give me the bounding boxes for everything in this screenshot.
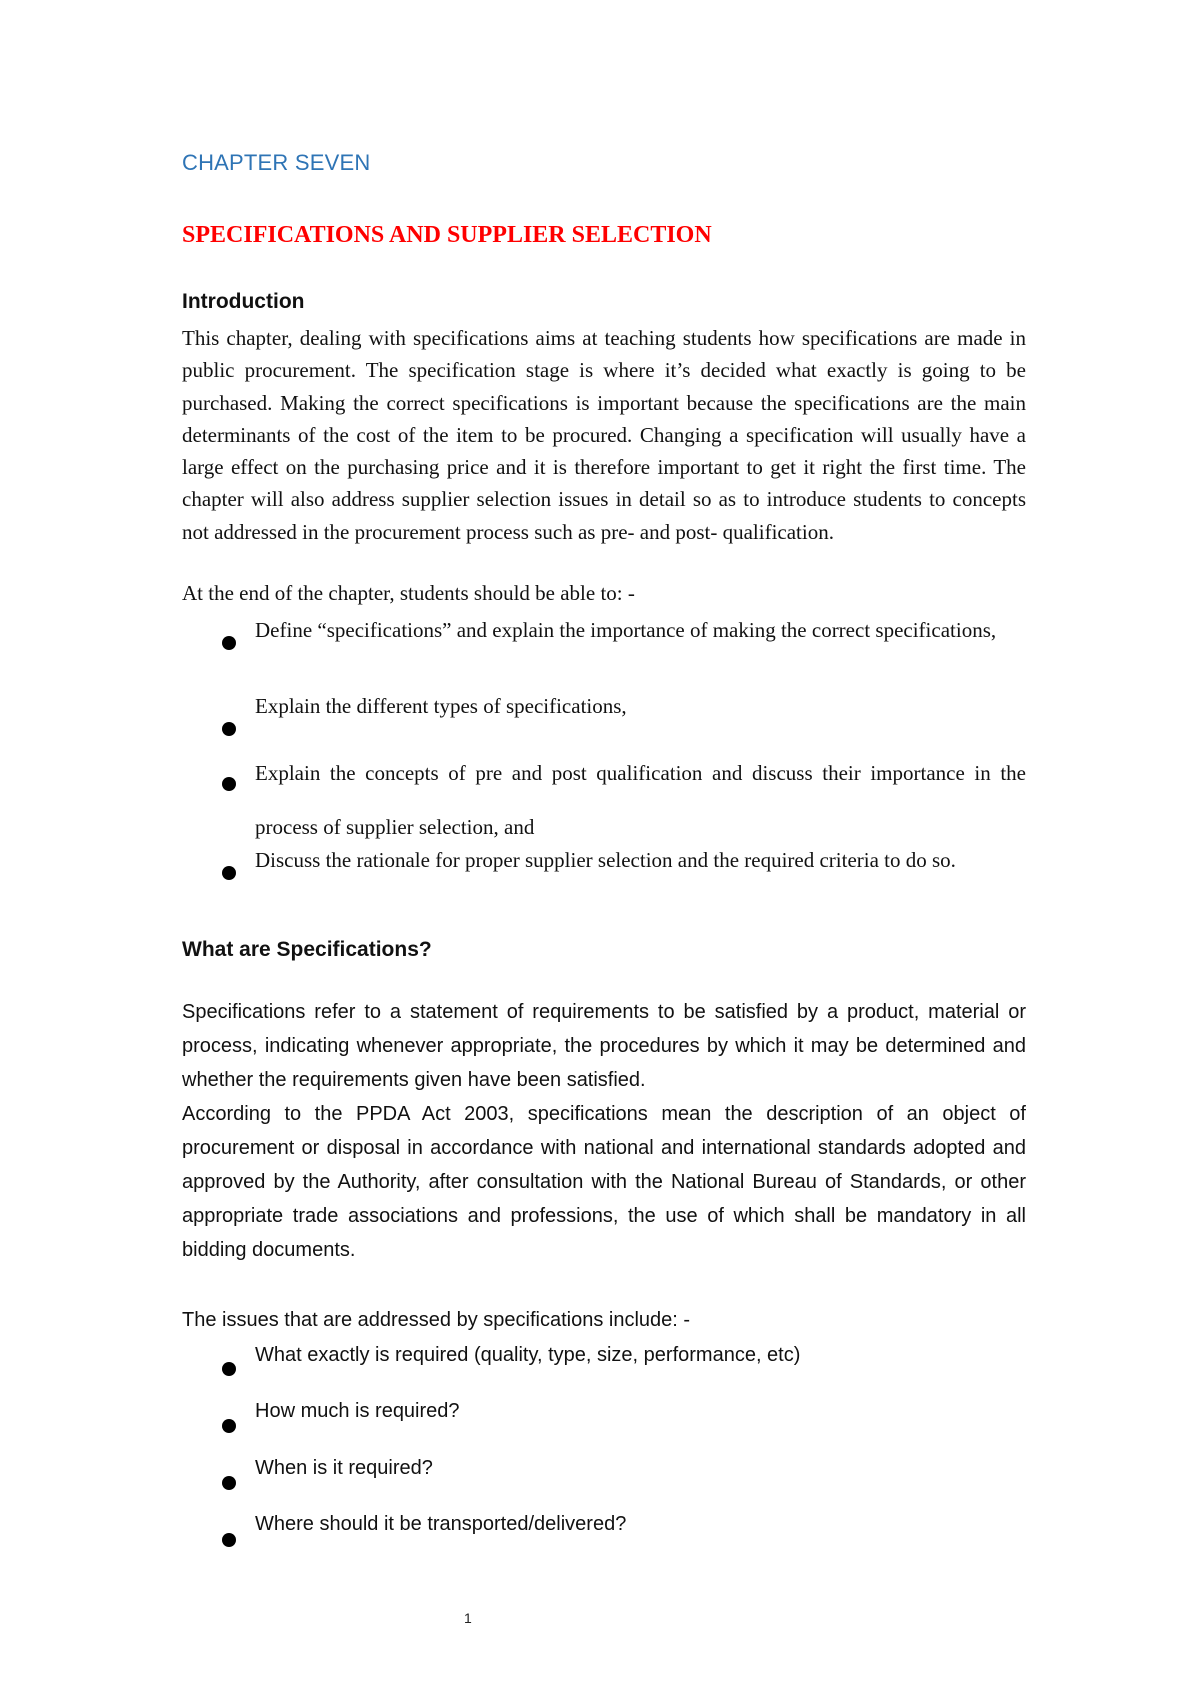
objective-item: Define “specifications” and explain the importance of making the correct specifications, [255, 618, 997, 642]
bullet-icon [222, 722, 236, 736]
objective-item: Explain the concepts of pre and post qualification and discuss their importance in the process of supplier selection, and [255, 761, 1026, 839]
specifications-definition: Specifications refer to a statement of requirements to be satisfied by a product, material or process, indicating whenever appropriate, the procedures by which it may be determined and whether the requirements given have been satisfied. [182, 1001, 1026, 1091]
bullet-icon [222, 1533, 236, 1547]
bullet-icon [222, 1362, 236, 1376]
chapter-label: CHAPTER SEVEN [182, 150, 371, 175]
bullet-icon [222, 777, 236, 791]
specifications-heading: What are Specifications? [182, 938, 432, 961]
issue-item: Where should it be transported/delivered? [255, 1513, 627, 1535]
ppda-definition: According to the PPDA Act 2003, specifications mean the description of an object of procurement or disposal in accordance with national and international standards adopted and approved by the Authority, after consultation with the National Bureau of Standards, or other appropriate trade associations and professions, the use of which shall be mandatory in all bidding documents. [182, 1103, 1026, 1261]
issues-lead: The issues that are addressed by specifications include: - [182, 1309, 691, 1331]
introduction-paragraph: This chapter, dealing with specifications aims at teaching students how specifications are made in public procurement. The specification stage is where it’s decided what exactly is going to be purchased. Making the correct specifications is important because the specifications are the main determinants of the cost of the item to be procured. Changing a specification will usually have a large effect on the purchasing price and it is therefore important to get it right the first time. The chapter will also address supplier selection issues in detail so as to introduce students to concepts not addressed in the procurement process such as pre- and post- qualification. [182, 326, 1026, 544]
bullet-icon [222, 866, 236, 880]
objectives-lead: At the end of the chapter, students should be able to: - [182, 581, 635, 605]
bullet-icon [222, 1476, 236, 1490]
introduction-heading: Introduction [182, 290, 305, 313]
bullet-icon [222, 1419, 236, 1433]
bullet-icon [222, 636, 236, 650]
objective-item: Discuss the rationale for proper supplier selection and the required criteria to do so. [255, 848, 956, 872]
issue-item: What exactly is required (quality, type, size, performance, etc) [255, 1344, 801, 1366]
page-number: 1 [464, 1610, 472, 1626]
objective-item: Explain the different types of specifications, [255, 694, 627, 718]
issue-item: How much is required? [255, 1400, 460, 1422]
issue-item: When is it required? [255, 1457, 433, 1479]
chapter-title: SPECIFICATIONS AND SUPPLIER SELECTION [182, 222, 712, 248]
